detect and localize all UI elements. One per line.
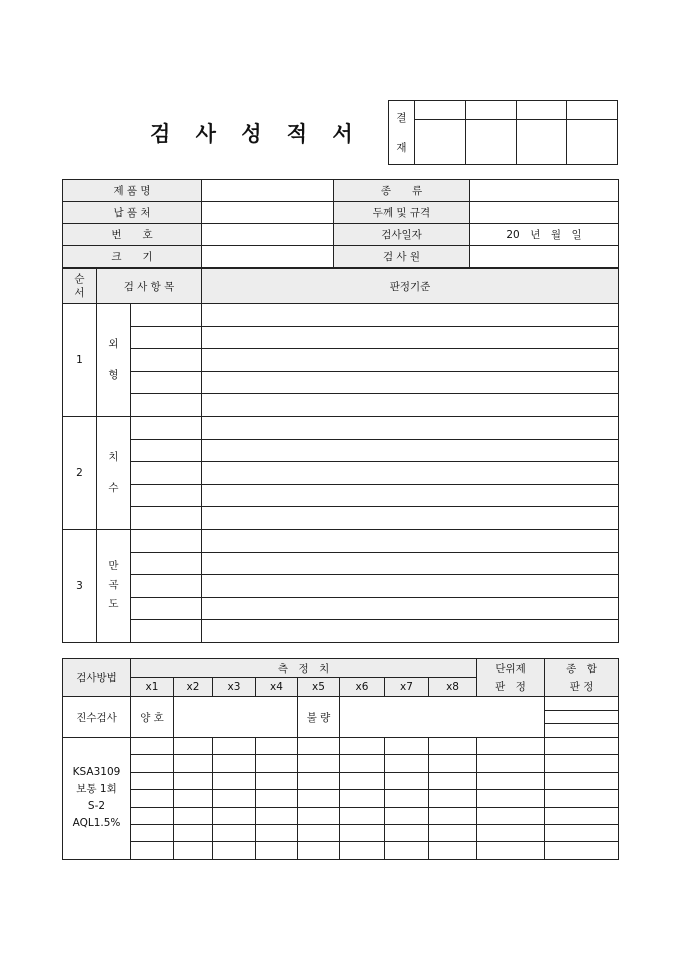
approval-role-2[interactable]: [465, 101, 516, 120]
measure-cell[interactable]: [213, 772, 256, 789]
sub-item-cell[interactable]: [131, 416, 202, 439]
criteria-cell[interactable]: [202, 462, 619, 485]
overall-judgment-cell[interactable]: [545, 724, 619, 738]
group-seq: 2: [63, 416, 97, 529]
inspector-field[interactable]: [470, 246, 619, 268]
unit-judgment-cell[interactable]: [477, 842, 545, 859]
approval-sign-2[interactable]: [465, 120, 516, 165]
visual-inspection-label: 진수검사: [63, 697, 131, 738]
measure-cell[interactable]: [340, 755, 385, 772]
measure-cell[interactable]: [429, 825, 477, 842]
measure-cell[interactable]: [256, 807, 298, 824]
good-count-field[interactable]: [174, 697, 298, 738]
criteria-cell[interactable]: [202, 371, 619, 394]
thickness-spec-field[interactable]: [470, 202, 619, 224]
sub-item-cell[interactable]: [131, 575, 202, 598]
measure-cell[interactable]: [340, 738, 385, 755]
unit-judgment-cell[interactable]: [477, 738, 545, 755]
sub-item-cell[interactable]: [131, 597, 202, 620]
measure-cell[interactable]: [340, 790, 385, 807]
measure-cell[interactable]: [256, 842, 298, 859]
unit-judgment-cell[interactable]: [477, 772, 545, 789]
measure-cell[interactable]: [429, 772, 477, 789]
measure-cell[interactable]: [385, 842, 429, 859]
measure-cell[interactable]: [256, 772, 298, 789]
approval-role-4[interactable]: [567, 101, 618, 120]
sub-item-cell[interactable]: [131, 484, 202, 507]
criteria-cell[interactable]: [202, 597, 619, 620]
product-info-table: [62, 179, 619, 268]
sub-item-cell[interactable]: [131, 439, 202, 462]
measure-cell[interactable]: [131, 790, 174, 807]
criteria-cell[interactable]: [202, 575, 619, 598]
seq-header: 순 서: [63, 269, 97, 304]
criteria-cell[interactable]: [202, 529, 619, 552]
column-header-x7: x7: [385, 678, 429, 697]
product-name-field[interactable]: [202, 180, 334, 202]
sub-item-cell[interactable]: [131, 552, 202, 575]
criteria-cell[interactable]: [202, 507, 619, 530]
size-label: 크 기: [63, 246, 202, 268]
measure-cell[interactable]: [340, 807, 385, 824]
measure-cell[interactable]: [298, 755, 340, 772]
sub-item-cell[interactable]: [131, 507, 202, 530]
column-header-x4: x4: [256, 678, 298, 697]
good-label: 양 호: [131, 697, 174, 738]
delivery-label: 납 품 처: [63, 202, 202, 224]
criteria-cell[interactable]: [202, 394, 619, 417]
measure-cell[interactable]: [385, 790, 429, 807]
sub-item-cell[interactable]: [131, 394, 202, 417]
group-name: 치 수: [97, 416, 131, 529]
sub-item-cell[interactable]: [131, 620, 202, 643]
measure-cell[interactable]: [385, 825, 429, 842]
approval-role-3[interactable]: [516, 101, 567, 120]
measure-cell[interactable]: [385, 807, 429, 824]
measure-cell[interactable]: [256, 790, 298, 807]
criteria-cell[interactable]: [202, 439, 619, 462]
approval-role-1[interactable]: [415, 101, 466, 120]
measure-cell[interactable]: [213, 790, 256, 807]
overall-cell[interactable]: [545, 772, 619, 789]
sub-item-cell[interactable]: [131, 462, 202, 485]
measure-cell[interactable]: [429, 738, 477, 755]
criteria-cell[interactable]: [202, 484, 619, 507]
measure-cell[interactable]: [298, 807, 340, 824]
document-title: 검 사 성 적 서: [150, 122, 362, 146]
measure-cell[interactable]: [298, 790, 340, 807]
measure-cell[interactable]: [213, 842, 256, 859]
sub-item-cell[interactable]: [131, 304, 202, 327]
column-header-x8: x8: [429, 678, 477, 697]
criteria-cell[interactable]: [202, 349, 619, 372]
group-name: 외 형: [97, 304, 131, 417]
overall-judgment-cell[interactable]: [545, 697, 619, 711]
group-seq: 1: [63, 304, 97, 417]
criteria-cell[interactable]: [202, 552, 619, 575]
criteria-cell[interactable]: [202, 416, 619, 439]
defect-count-field[interactable]: [340, 697, 545, 738]
column-header-x5: x5: [298, 678, 340, 697]
measure-cell[interactable]: [213, 807, 256, 824]
measure-cell[interactable]: [131, 738, 174, 755]
criteria-cell[interactable]: [202, 304, 619, 327]
measured-header: 측 정 치: [131, 659, 477, 678]
column-header-x2: x2: [174, 678, 213, 697]
column-header-x3: x3: [213, 678, 256, 697]
size-field[interactable]: [202, 246, 334, 268]
number-label: 번 호: [63, 224, 202, 246]
approval-box: [388, 100, 618, 165]
group-name: 만 곡 도: [97, 529, 131, 642]
overall-judgment-cell[interactable]: [545, 710, 619, 724]
measure-cell[interactable]: [340, 772, 385, 789]
overall-cell[interactable]: [545, 807, 619, 824]
measure-cell[interactable]: [298, 842, 340, 859]
measure-cell[interactable]: [174, 738, 213, 755]
measure-cell[interactable]: [429, 842, 477, 859]
overall-cell[interactable]: [545, 842, 619, 859]
approval-sign-3[interactable]: [516, 120, 567, 165]
overall-cell[interactable]: [545, 738, 619, 755]
measure-cell[interactable]: [429, 790, 477, 807]
measurement-table: [62, 658, 619, 860]
measure-cell[interactable]: [256, 738, 298, 755]
delivery-field[interactable]: [202, 202, 334, 224]
unit-judgment-cell[interactable]: [477, 755, 545, 772]
type-label: 종 류: [334, 180, 470, 202]
measure-cell[interactable]: [174, 772, 213, 789]
type-field[interactable]: [470, 180, 619, 202]
inspection-date-field[interactable]: 20 년 월 일: [470, 224, 619, 246]
inspection-date-label: 검사일자: [334, 224, 470, 246]
inspector-label: 검 사 원: [334, 246, 470, 268]
measure-cell[interactable]: [174, 755, 213, 772]
measure-cell[interactable]: [429, 807, 477, 824]
measure-cell[interactable]: [213, 825, 256, 842]
measure-cell[interactable]: [340, 842, 385, 859]
approval-sign-4[interactable]: [567, 120, 618, 165]
method-header: 검사방법: [63, 659, 131, 697]
approval-sign-1[interactable]: [415, 120, 466, 165]
measure-cell[interactable]: [131, 807, 174, 824]
column-header-x6: x6: [340, 678, 385, 697]
measure-cell[interactable]: [131, 772, 174, 789]
measure-cell[interactable]: [174, 825, 213, 842]
number-field[interactable]: [202, 224, 334, 246]
measure-cell[interactable]: [213, 755, 256, 772]
thickness-spec-label: 두께 및 규격: [334, 202, 470, 224]
measure-cell[interactable]: [131, 755, 174, 772]
measure-cell[interactable]: [256, 825, 298, 842]
measure-cell[interactable]: [385, 738, 429, 755]
approval-label: 결 재: [389, 101, 415, 165]
measure-cell[interactable]: [213, 738, 256, 755]
item-header: 검 사 항 목: [97, 269, 202, 304]
measure-cell[interactable]: [298, 738, 340, 755]
column-header-x1: x1: [131, 678, 174, 697]
measure-cell[interactable]: [298, 825, 340, 842]
measure-cell[interactable]: [174, 790, 213, 807]
measure-cell[interactable]: [385, 755, 429, 772]
overall-cell[interactable]: [545, 790, 619, 807]
overall-cell[interactable]: [545, 825, 619, 842]
criteria-cell[interactable]: [202, 326, 619, 349]
criteria-cell[interactable]: [202, 620, 619, 643]
product-name-label: 제 품 명: [63, 180, 202, 202]
sub-item-cell[interactable]: [131, 326, 202, 349]
group-seq: 3: [63, 529, 97, 642]
measure-cell[interactable]: [174, 807, 213, 824]
inspection-items-table: [62, 268, 619, 643]
measure-cell[interactable]: [256, 755, 298, 772]
sub-item-cell[interactable]: [131, 349, 202, 372]
measure-cell[interactable]: [174, 842, 213, 859]
measure-cell[interactable]: [131, 825, 174, 842]
measure-cell[interactable]: [298, 772, 340, 789]
sub-item-cell[interactable]: [131, 529, 202, 552]
measure-cell[interactable]: [340, 825, 385, 842]
overall-judgment-header: 종 합 판 정: [545, 659, 619, 697]
sampling-standard: KSA3109 보통 1회 S-2 AQL1.5%: [63, 738, 131, 860]
measure-cell[interactable]: [131, 842, 174, 859]
sub-item-cell[interactable]: [131, 371, 202, 394]
unit-judgment-cell[interactable]: [477, 807, 545, 824]
measure-cell[interactable]: [385, 772, 429, 789]
overall-cell[interactable]: [545, 755, 619, 772]
unit-judgment-cell[interactable]: [477, 790, 545, 807]
unit-judgment-cell[interactable]: [477, 825, 545, 842]
measure-cell[interactable]: [429, 755, 477, 772]
criteria-header: 판정기준: [202, 269, 619, 304]
unit-judgment-header: 단위제 판 정: [477, 659, 545, 697]
defect-label: 불 량: [298, 697, 340, 738]
